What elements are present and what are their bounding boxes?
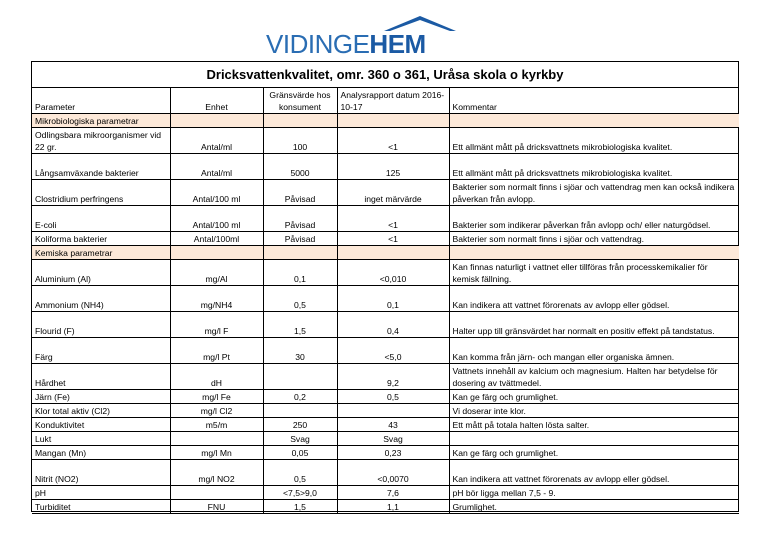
value-cell: <0,010 [337,260,449,286]
table-row [32,390,739,404]
table-row [32,432,739,446]
table-row [32,486,739,500]
param-cell: pH [32,486,170,500]
limit-cell: 100 [263,128,337,154]
comment-cell: Bakterier som normalt finns i sjöar och vattendrag. [449,232,739,246]
value-cell: <5,0 [337,338,449,364]
limit-cell [263,364,337,390]
unit-cell: Antal/100 ml [170,206,263,232]
unit-cell: Antal/ml [170,128,263,154]
limit-cell: 1,5 [263,500,337,514]
param-cell: Konduktivitet [32,418,170,432]
comment-cell: Vi doserar inte klor. [449,404,739,418]
comment-cell: Ett mått på totala halten lösta salter. [449,418,739,432]
param-cell: Koliforma bakterier [32,232,170,246]
param-cell: Ammonium (NH4) [32,286,170,312]
limit-cell: 0,5 [263,460,337,486]
comment-cell: pH bör ligga mellan 7,5 - 9. [449,486,739,500]
comment-cell: Kan komma från järn- och mangan eller organiska ämnen. [449,338,739,364]
comment-cell: Grumlighet. [449,500,739,514]
param-cell: Järn (Fe) [32,390,170,404]
limit-cell: 30 [263,338,337,364]
value-cell: 0,4 [337,312,449,338]
limit-cell: 0,1 [263,260,337,286]
value-cell: 0,5 [337,390,449,404]
unit-cell: mg/l NO2 [170,460,263,486]
table-row [32,446,739,460]
limit-cell: 5000 [263,154,337,180]
param-cell: Klor total aktiv (Cl2) [32,404,170,418]
section-label: Kemiska parametrar [32,246,170,260]
value-cell: <1 [337,206,449,232]
unit-cell [170,486,263,500]
vidingehem-logo [266,14,456,58]
table-row [32,418,739,432]
header-unit: Enhet [170,88,263,114]
comment-cell: Bakterier som indikerar påverkan från avlopp och/ eller naturgödsel. [449,206,739,232]
comment-cell: Kan indikera att vattnet förorenats av avlopp eller gödsel. [449,460,739,486]
comment-cell: Ett allmänt mått på dricksvattnets mikrobiologiska kvalitet. [449,128,739,154]
limit-cell: Påvisad [263,232,337,246]
value-cell: <0,0070 [337,460,449,486]
unit-cell: mg/NH4 [170,286,263,312]
unit-cell [170,432,263,446]
value-cell: 1,1 [337,500,449,514]
header-comment: Kommentar [449,88,739,114]
report-frame [31,61,739,512]
limit-cell: 1,5 [263,312,337,338]
unit-cell: m5/m [170,418,263,432]
comment-cell: Bakterier som normalt finns i sjöar och vattendrag men kan också indikera påverkan från avlopp. [449,180,739,206]
value-cell: 0,23 [337,446,449,460]
logo-text-part2: HEM [369,29,426,59]
header-analysis: Analysrapport datum 2016-10-17 [337,88,449,114]
table-row [32,460,739,486]
unit-cell: dH [170,364,263,390]
unit-cell: Antal/100 ml [170,180,263,206]
value-cell: inget märvärde [337,180,449,206]
unit-cell: FNU [170,500,263,514]
unit-cell: mg/l Pt [170,338,263,364]
limit-cell: 250 [263,418,337,432]
unit-cell: mg/l Mn [170,446,263,460]
value-cell [337,404,449,418]
param-cell: Lukt [32,432,170,446]
limit-cell: 0,5 [263,286,337,312]
param-cell: Färg [32,338,170,364]
value-cell: 9,2 [337,364,449,390]
table-row [32,286,739,312]
limit-cell: Påvisad [263,206,337,232]
param-cell: Odlingsbara mikroorganismer vid 22 gr. [32,128,170,154]
table-row [32,260,739,286]
param-cell: Aluminium (Al) [32,260,170,286]
table-row [32,154,739,180]
param-cell: Nitrit (NO2) [32,460,170,486]
param-cell: Turbiditet [32,500,170,514]
comment-cell: Vattnets innehåll av kalcium och magnesium. Halten har betydelse för dosering av tvättmedel. [449,364,739,390]
value-cell: 43 [337,418,449,432]
table-row [32,338,739,364]
table-row [32,206,739,232]
value-cell: 7,6 [337,486,449,500]
limit-cell: Svag [263,432,337,446]
table-row [32,364,739,390]
section-row-microbiological [32,114,739,128]
unit-cell: mg/l Fe [170,390,263,404]
limit-cell: 0,05 [263,446,337,460]
unit-cell: Antal/ml [170,154,263,180]
comment-cell [449,432,739,446]
value-cell: Svag [337,432,449,446]
limit-cell [263,404,337,418]
value-cell: <1 [337,128,449,154]
param-cell: E-coli [32,206,170,232]
table-row [32,404,739,418]
table-row [32,180,739,206]
limit-cell: 0,2 [263,390,337,404]
value-cell: 0,1 [337,286,449,312]
table-row [32,312,739,338]
logo-text-part1: VIDINGE [266,29,370,59]
section-row-chemical [32,246,739,260]
param-cell: Flourid (F) [32,312,170,338]
section-label: Mikrobiologiska parametrar [32,114,170,128]
comment-cell: Kan indikera att vattnet förorenats av avlopp eller gödsel. [449,286,739,312]
table-row [32,232,739,246]
comment-cell: Kan ge färg och grumlighet. [449,390,739,404]
comment-cell: Ett allmänt mått på dricksvattnets mikrobiologiska kvalitet. [449,154,739,180]
param-cell: Clostridium perfringens [32,180,170,206]
value-cell: <1 [337,232,449,246]
table-row [32,500,739,514]
page-title: Dricksvattenkvalitet, omr. 360 o 361, Uråsa skola o kyrkby [206,67,564,82]
limit-cell: Påvisad [263,180,337,206]
unit-cell: mg/l F [170,312,263,338]
comment-cell: Kan finnas naturligt i vattnet eller tillföras från processkemikalier för kemisk fällning. [449,260,739,286]
table-row [32,128,739,154]
comment-cell: Halter upp till gränsvärdet har normalt en positiv effekt på tandstatus. [449,312,739,338]
param-cell: Hårdhet [32,364,170,390]
header-parameter: Parameter [32,88,170,114]
table-header [32,88,739,114]
header-limit: Gränsvärde hos konsument [263,88,337,114]
param-cell: Långsamväxande bakterier [32,154,170,180]
limit-cell: <7,5>9,0 [263,486,337,500]
unit-cell: Antal/100ml [170,232,263,246]
unit-cell: mg/l Cl2 [170,404,263,418]
param-cell: Mangan (Mn) [32,446,170,460]
value-cell: 125 [337,154,449,180]
comment-cell: Kan ge färg och grumlighet. [449,446,739,460]
water-quality-table [32,87,739,514]
logo-text [266,29,426,60]
unit-cell: mg/Al [170,260,263,286]
